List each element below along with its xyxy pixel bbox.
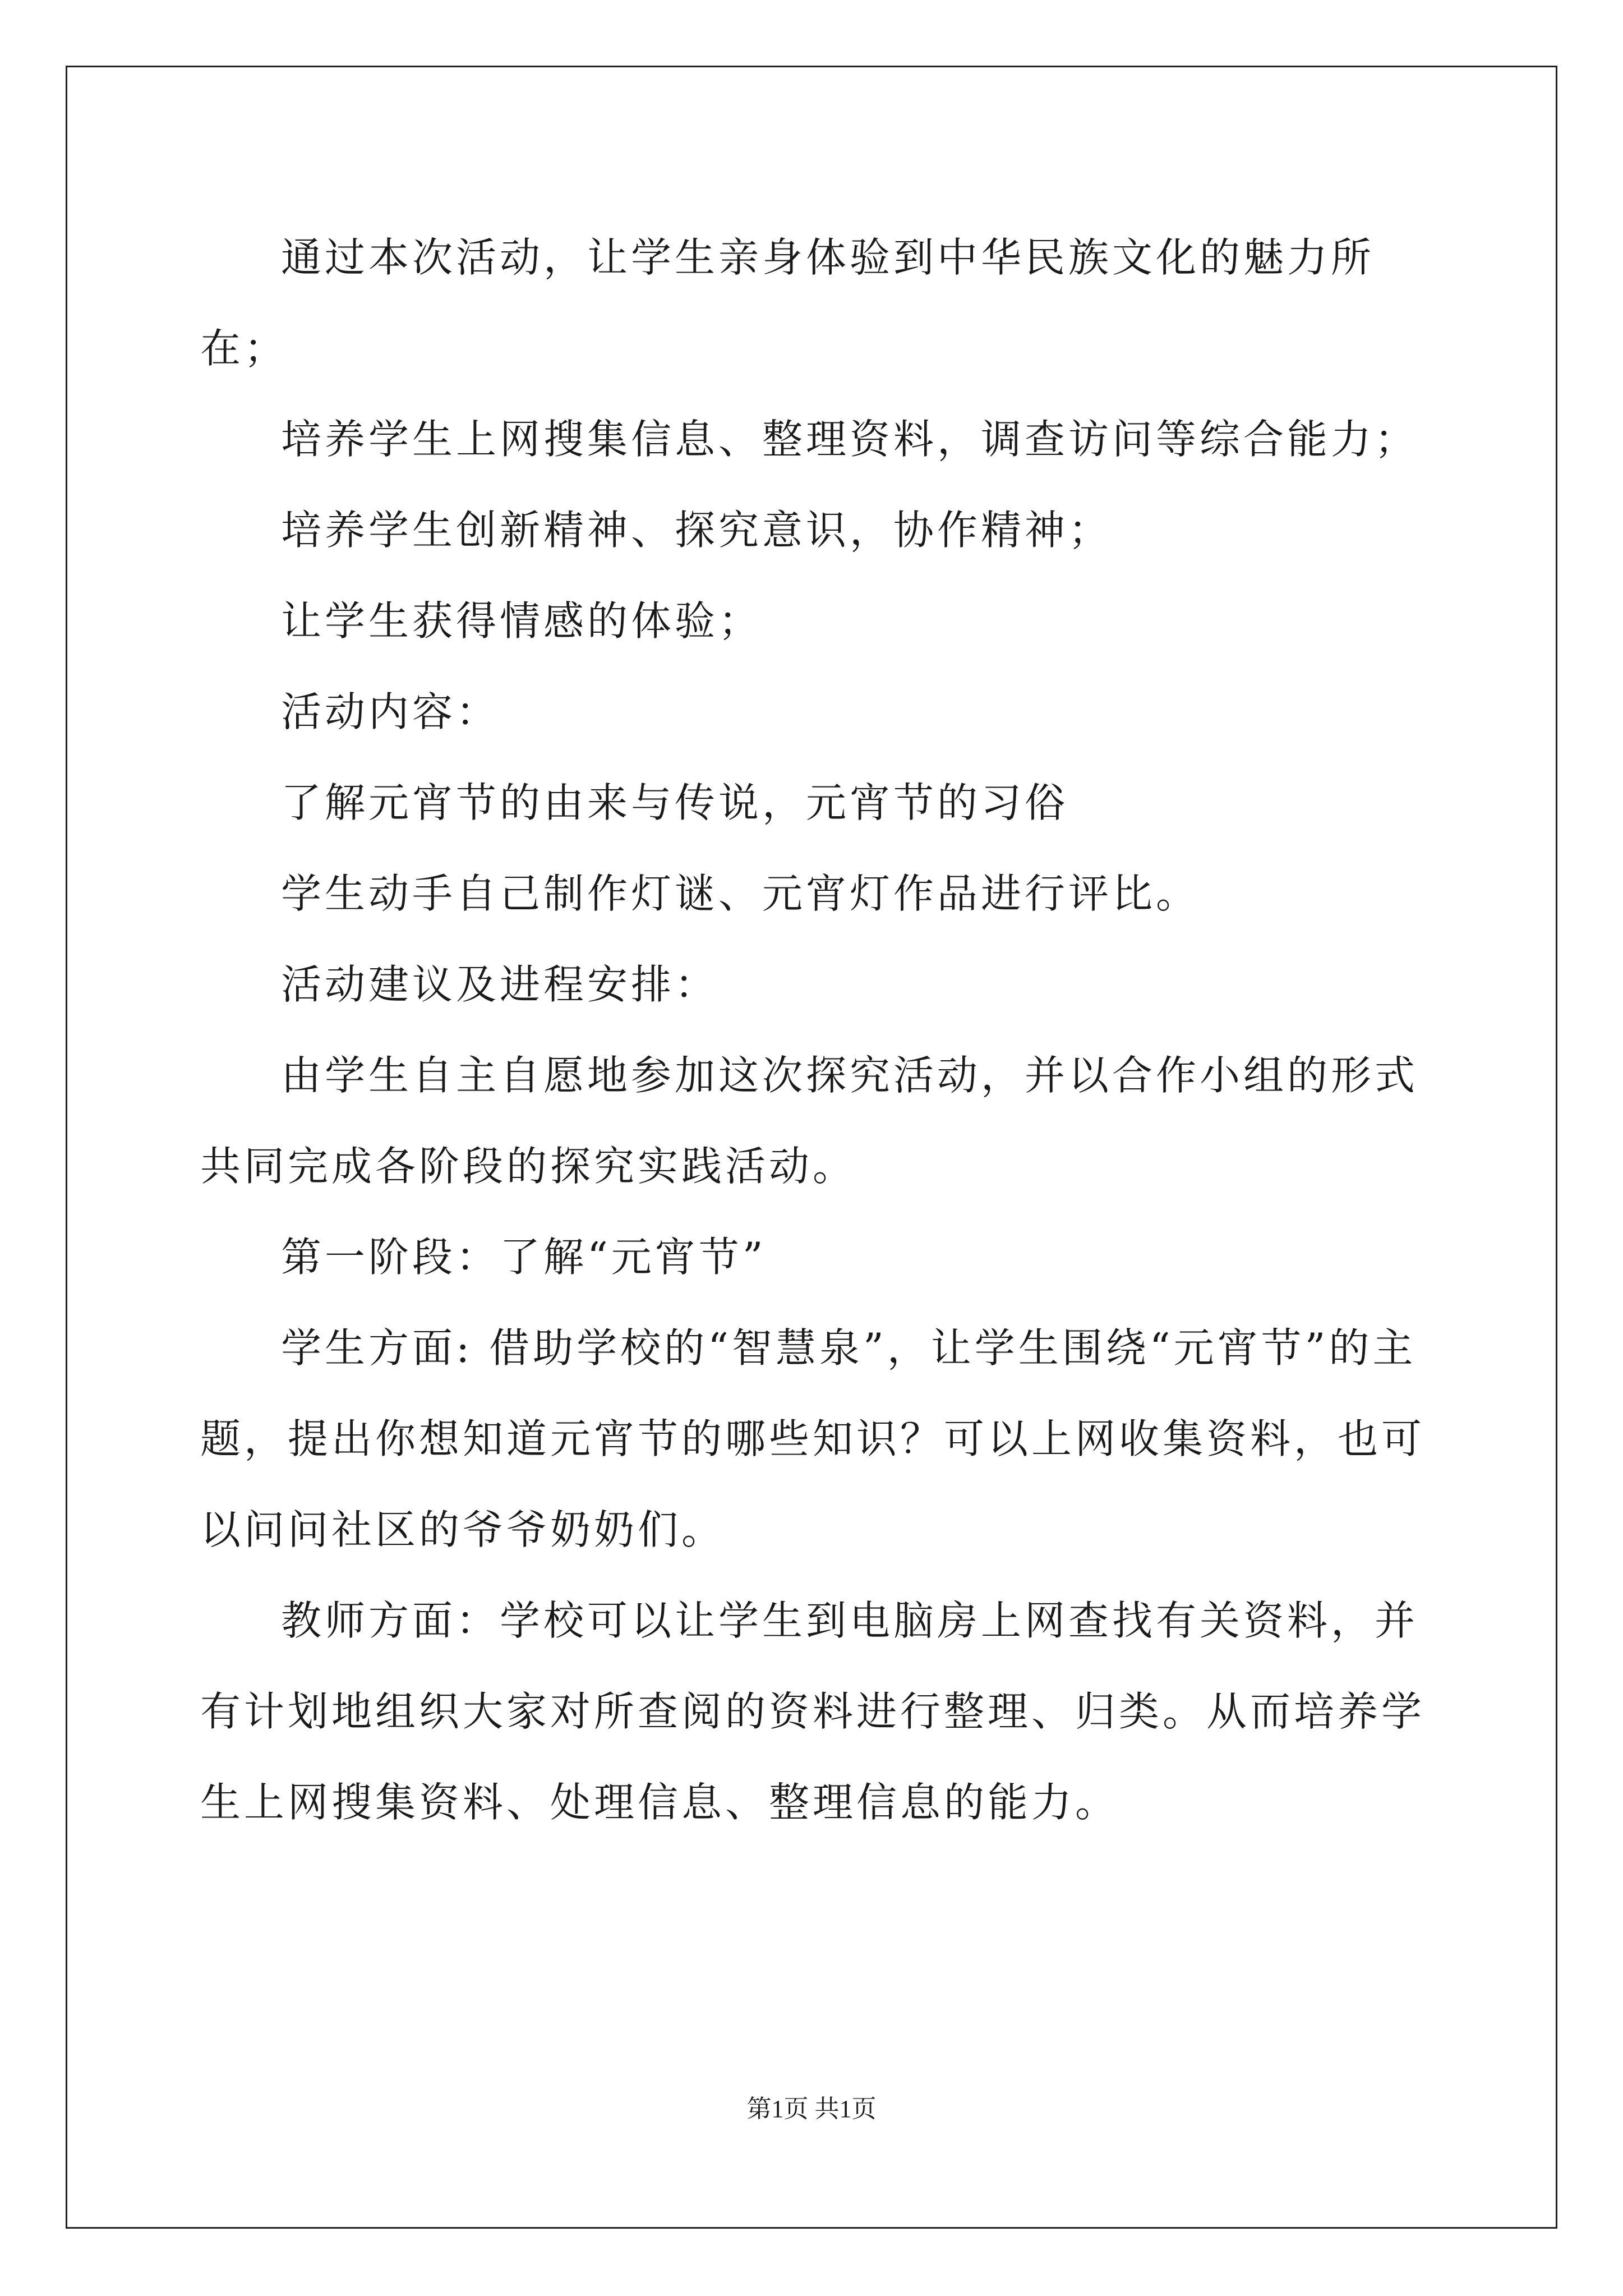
page-number-footer: 第1页 共1页 xyxy=(746,2095,877,2123)
paragraph: 通过本次活动，让学生亲身体验到中华民族文化的魅力所在； xyxy=(200,234,1375,372)
paragraph: 学生动手自己制作灯谜、元宵灯作品进行评比。 xyxy=(281,870,1200,917)
paragraph: 培养学生上网搜集信息、整理资料，调查访问等综合能力； xyxy=(281,416,1419,463)
paragraph: 了解元宵节的由来与传说，元宵节的习俗 xyxy=(281,779,1069,826)
paragraph: 学生方面: 借助学校的“智慧泉”，让学生围绕“元宵节”的主题，提出你想知道元宵节的哪些知识？可以上网收集资料，也可以问问社区的爷爷奶奶们。 xyxy=(200,1324,1426,1553)
paragraph: 活动建议及进程安排： xyxy=(281,961,719,1008)
paragraph: 让学生获得情感的体验； xyxy=(281,597,763,645)
paragraph: 教师方面：学校可以让学生到电脑房上网查找有关资料，并有计划地组织大家对所查阅的资料进行整理、归类。从而培养学生上网搜集资料、处理信息、整理信息的能力。 xyxy=(200,1597,1426,1826)
paragraph: 培养学生创新精神、探究意识，协作精神； xyxy=(281,507,1113,554)
paragraph: 由学生自主自愿地参加这次探究活动，并以合作小组的形式共同完成各阶段的探究实践活动。 xyxy=(200,1052,1419,1190)
paragraph: 第一阶段：了解“元宵节” xyxy=(281,1234,767,1281)
document-body xyxy=(200,212,1432,1848)
paragraph: 活动内容： xyxy=(281,688,500,735)
